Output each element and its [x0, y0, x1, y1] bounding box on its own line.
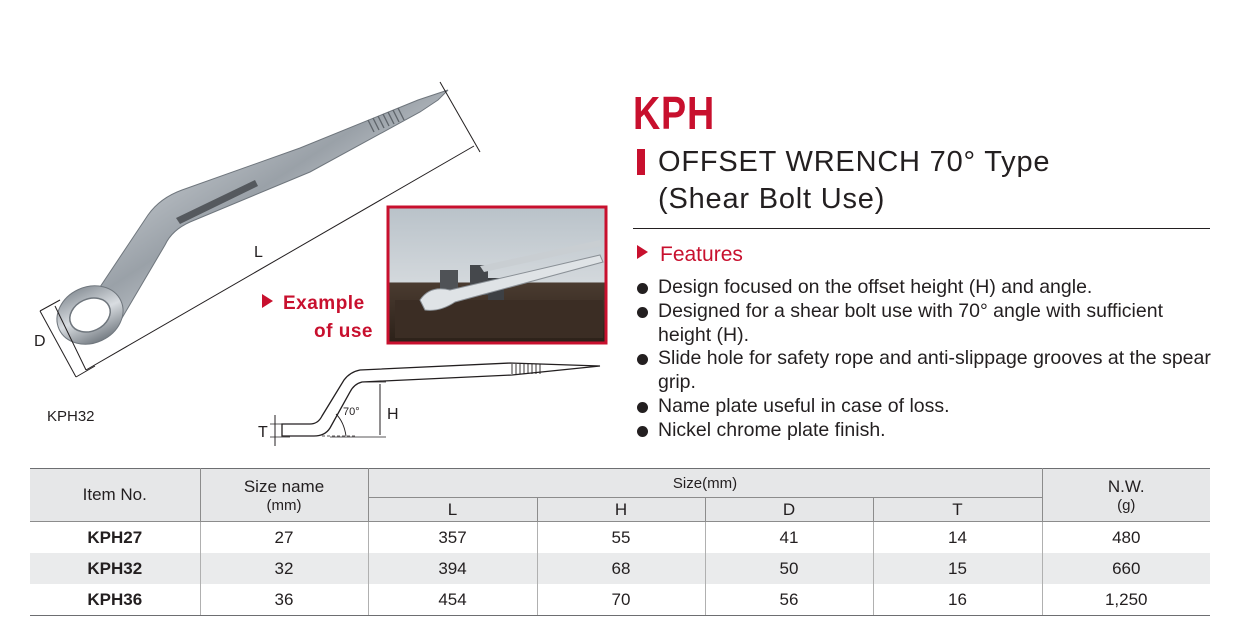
dim-T-label: T: [258, 424, 268, 441]
table-row: [30, 522, 1210, 554]
cell-D: 50: [705, 553, 873, 584]
product-code: KPH: [633, 87, 716, 139]
triangle-bullet-icon: [262, 294, 273, 308]
dim-D-label: D: [34, 333, 46, 350]
feature-item: Slide hole for safety rope and anti-slippage grooves at the spear grip.: [636, 347, 1216, 395]
cell-T: 15: [873, 553, 1042, 584]
wrench-illustration: [0, 0, 620, 460]
bullet-dot-icon: [637, 354, 648, 365]
header-L: L: [368, 498, 537, 522]
cell-size-name: 27: [200, 522, 368, 554]
example-of-use-label: Example of use: [262, 290, 373, 346]
header-nw: N.W. (g): [1042, 469, 1210, 522]
bullet-dot-icon: [637, 402, 648, 413]
header-D: D: [705, 498, 873, 522]
cell-L: 357: [368, 522, 537, 554]
features-list: [636, 276, 1216, 443]
cell-size-name: 36: [200, 584, 368, 616]
feature-item: Name plate useful in case of loss.: [636, 395, 1216, 419]
cell-T: 16: [873, 584, 1042, 616]
product-title: OFFSET WRENCH 70° Type (Shear Bolt Use): [658, 146, 1051, 215]
cell-item: KPH27: [30, 522, 200, 554]
cell-item: KPH36: [30, 584, 200, 616]
cell-nw: 660: [1042, 553, 1210, 584]
dim-L-label: L: [254, 244, 263, 261]
cell-L: 394: [368, 553, 537, 584]
header-H: H: [537, 498, 705, 522]
bullet-dot-icon: [637, 307, 648, 318]
header-divider: [633, 228, 1210, 229]
spec-table: [30, 468, 1210, 616]
dim-H-label: H: [387, 406, 399, 423]
model-label: KPH32: [47, 408, 95, 425]
angle-label: 70°: [343, 406, 360, 418]
profile-diagram: [270, 363, 600, 446]
header-size-name: Size name (mm): [200, 469, 368, 522]
cell-size-name: 32: [200, 553, 368, 584]
title-accent-bar: [637, 149, 645, 175]
example-photo: [388, 207, 606, 343]
header-item-no: Item No.: [30, 469, 200, 522]
cell-H: 55: [537, 522, 705, 554]
feature-item: Nickel chrome plate finish.: [636, 419, 1216, 443]
bullet-dot-icon: [637, 426, 648, 437]
header-size: Size(mm): [368, 469, 1042, 498]
table-row: [30, 584, 1210, 616]
cell-nw: 480: [1042, 522, 1210, 554]
cell-H: 68: [537, 553, 705, 584]
cell-nw: 1,250: [1042, 584, 1210, 616]
cell-D: 56: [705, 584, 873, 616]
feature-item: Design focused on the offset height (H) and angle.: [636, 276, 1216, 300]
cell-D: 41: [705, 522, 873, 554]
features-heading: Features: [637, 243, 743, 267]
cell-L: 454: [368, 584, 537, 616]
cell-T: 14: [873, 522, 1042, 554]
table-row: [30, 553, 1210, 584]
header-T: T: [873, 498, 1042, 522]
bullet-dot-icon: [637, 283, 648, 294]
cell-H: 70: [537, 584, 705, 616]
triangle-bullet-icon: [637, 245, 648, 259]
feature-item: Designed for a shear bolt use with 70° angle with sufficient height (H).: [636, 300, 1216, 348]
cell-item: KPH32: [30, 553, 200, 584]
